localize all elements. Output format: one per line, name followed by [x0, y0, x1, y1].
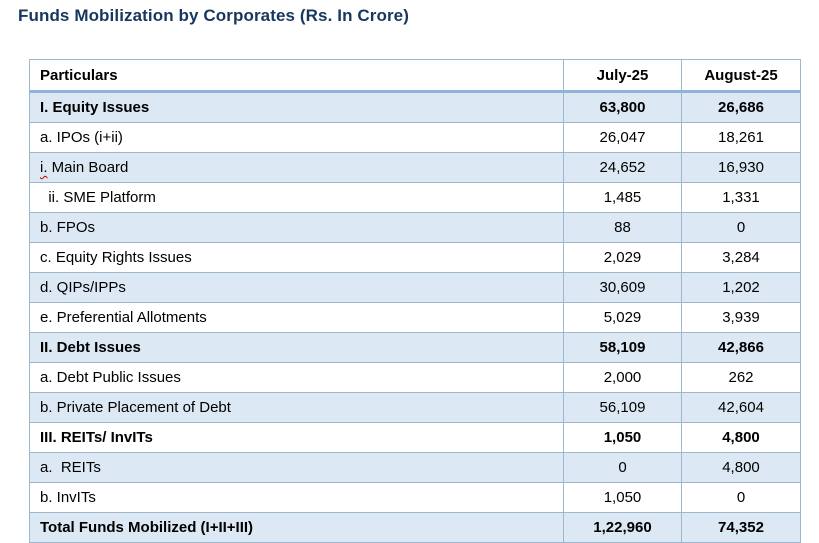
row-value-august: 4,800	[682, 453, 801, 483]
row-value-july: 1,050	[564, 423, 682, 453]
table-row	[30, 333, 801, 363]
table-row	[30, 453, 801, 483]
row-value-july: 58,109	[564, 333, 682, 363]
row-label: c. Equity Rights Issues	[30, 243, 564, 273]
row-value-july: 26,047	[564, 123, 682, 153]
table-row	[30, 243, 801, 273]
row-label: b. InvITs	[30, 483, 564, 513]
table-row	[30, 92, 801, 123]
table-row	[30, 273, 801, 303]
row-label: b. Private Placement of Debt	[30, 393, 564, 423]
table-row	[30, 393, 801, 423]
row-value-august: 3,939	[682, 303, 801, 333]
row-value-july: 1,050	[564, 483, 682, 513]
row-label: d. QIPs/IPPs	[30, 273, 564, 303]
row-value-august: 18,261	[682, 123, 801, 153]
row-label: III. REITs/ InvITs	[30, 423, 564, 453]
row-value-july: 30,609	[564, 273, 682, 303]
row-value-august: 74,352	[682, 513, 801, 543]
table-body	[30, 92, 801, 543]
row-value-july: 2,000	[564, 363, 682, 393]
table-row	[30, 423, 801, 453]
row-value-july: 1,22,960	[564, 513, 682, 543]
table-row	[30, 153, 801, 183]
table-row	[30, 513, 801, 543]
row-label: b. FPOs	[30, 213, 564, 243]
row-value-august: 42,604	[682, 393, 801, 423]
table-row	[30, 123, 801, 153]
col-header-particulars: Particulars	[30, 60, 564, 92]
row-label: Total Funds Mobilized (I+II+III)	[30, 513, 564, 543]
row-label: ii. SME Platform	[30, 183, 564, 213]
table-row	[30, 183, 801, 213]
row-value-july: 56,109	[564, 393, 682, 423]
header-row	[30, 60, 801, 92]
row-value-july: 5,029	[564, 303, 682, 333]
misspelled-word: i.	[40, 159, 48, 176]
row-value-july: 63,800	[564, 92, 682, 123]
funds-mobilization-table	[29, 59, 801, 543]
row-value-august: 3,284	[682, 243, 801, 273]
table-row	[30, 363, 801, 393]
row-value-august: 262	[682, 363, 801, 393]
row-value-july: 2,029	[564, 243, 682, 273]
row-label: a. REITs	[30, 453, 564, 483]
row-value-august: 4,800	[682, 423, 801, 453]
row-value-july: 24,652	[564, 153, 682, 183]
row-value-august: 1,202	[682, 273, 801, 303]
row-label: II. Debt Issues	[30, 333, 564, 363]
row-value-august: 0	[682, 213, 801, 243]
col-header-august-25: August-25	[682, 60, 801, 92]
col-header-july-25: July-25	[564, 60, 682, 92]
row-label: e. Preferential Allotments	[30, 303, 564, 333]
row-value-july: 1,485	[564, 183, 682, 213]
row-value-august: 42,866	[682, 333, 801, 363]
row-label: i. Main Board	[30, 153, 564, 183]
row-value-august: 1,331	[682, 183, 801, 213]
row-value-august: 16,930	[682, 153, 801, 183]
row-value-july: 88	[564, 213, 682, 243]
row-value-july: 0	[564, 453, 682, 483]
table-row	[30, 483, 801, 513]
table-row	[30, 213, 801, 243]
row-value-august: 0	[682, 483, 801, 513]
table-row	[30, 303, 801, 333]
row-label: a. Debt Public Issues	[30, 363, 564, 393]
row-value-august: 26,686	[682, 92, 801, 123]
row-label: I. Equity Issues	[30, 92, 564, 123]
table-header	[30, 60, 801, 92]
page-title: Funds Mobilization by Corporates (Rs. In Crore)	[18, 6, 409, 25]
row-label: a. IPOs (i+ii)	[30, 123, 564, 153]
